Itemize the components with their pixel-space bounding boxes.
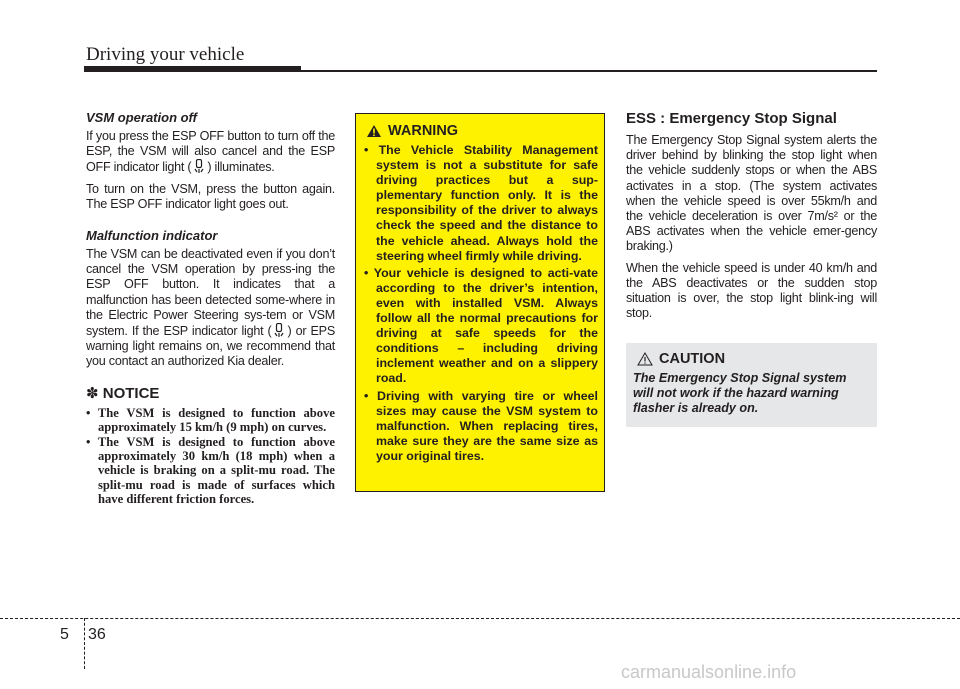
- notice-item: • The VSM is designed to function above approximately 15 km/h (9 mph) on curves.: [86, 405, 335, 434]
- vsm-off-paragraph-1: [86, 129, 335, 176]
- esp-indicator-icon: [273, 323, 285, 338]
- notice-heading: ✽ NOTICE: [86, 384, 160, 402]
- notice-list: [86, 406, 335, 506]
- section-title: Driving your vehicle: [86, 44, 245, 65]
- left-column: [86, 110, 335, 507]
- header-rule-thick: [84, 66, 301, 72]
- caution-header: [633, 351, 869, 367]
- caution-heading: CAUTION: [659, 351, 726, 367]
- right-column: [626, 110, 877, 327]
- warning-heading: WARNING: [388, 123, 459, 139]
- warning-item: • The Vehicle Stability Management system is not a substitute for safe driving practices but a sup-plementary function only. It is the responsibility of the driver to always check the speed and the distance to the vehicle ahead. Always hold the steering wheel firmly while driving.: [364, 143, 598, 263]
- chapter-number: 5: [60, 626, 69, 643]
- vsm-off-paragraph-2: To turn on the VSM, press the button again. The ESP OFF indicator light goes out.: [86, 181, 335, 211]
- caution-triangle-icon: [637, 352, 653, 366]
- footer-rule-vertical: [84, 618, 86, 669]
- malfunction-text-after: ) or EPS warning light remains on, we recommend that you contact an authorized Kia dealer.: [86, 324, 335, 369]
- warning-triangle-icon: [366, 124, 382, 138]
- malfunction-text-before: The VSM can be deactivated even if you don’t cancel the VSM operation by press-ing the ESP OFF button. It indicates that a malfunction has been detected some-where in the Electric Power Steering sys-tem or VSM system. If the ESP indicator light (: [86, 247, 335, 339]
- warning-item: • Driving with varying tire or wheel sizes may cause the VSM system to malfunction. When replacing tires, make sure they are the same size as your original tires.: [364, 388, 598, 463]
- ess-paragraph-2: When the vehicle speed is under 40 km/h and the ABS deactivates or the sudden stop situation is over, the stop light blink-ing will stop.: [626, 260, 877, 321]
- vsm-off-text-before: If you press the ESP OFF button to turn off the ESP, the VSM will also cancel and the ESP OFF indicator light (: [86, 129, 335, 175]
- warning-header: [364, 123, 598, 139]
- ess-paragraph-1: The Emergency Stop Signal system alerts the driver behind by blinking the stop light when the vehicle suddenly stops or when the ABS activates in a stop. (The system activates when the vehicle speed is over 55km/h and the vehicle deceleration is over 7m/s² or the ABS activates when the vehicle emer-gency braking.): [626, 133, 877, 254]
- ess-heading: ESS : Emergency Stop Signal: [626, 110, 837, 127]
- esp-indicator-icon: [193, 159, 205, 174]
- caution-box: [626, 343, 877, 427]
- vsm-off-text-after: ) illuminates.: [207, 160, 275, 175]
- footer-rule-horizontal: [0, 618, 960, 619]
- malfunction-heading: Malfunction indicator: [86, 228, 218, 244]
- header-rule-thin: [301, 70, 877, 72]
- warning-item: • Your vehicle is designed to acti-vate according to the driver’s intention, even with installed VSM. Always follow all the normal precautions for driving at safe speeds for the conditions – including driving inclement weather and on a slippery road.: [364, 265, 598, 386]
- warning-box: [355, 113, 605, 492]
- watermark: carmanualsonline.info: [621, 662, 797, 682]
- malfunction-paragraph: [86, 247, 335, 370]
- page-number: 36: [88, 626, 106, 643]
- notice-item: • The VSM is designed to function above approximately 30 km/h (18 mph) when a vehicle is braking on a split-mu road. The split-mu road is made of surfaces which have different friction forces.: [86, 435, 335, 506]
- warning-list: [364, 143, 598, 464]
- vsm-off-heading: VSM operation off: [86, 110, 197, 125]
- caution-text: The Emergency Stop Signal system will not work if the hazard warning flasher is already on.: [633, 371, 847, 415]
